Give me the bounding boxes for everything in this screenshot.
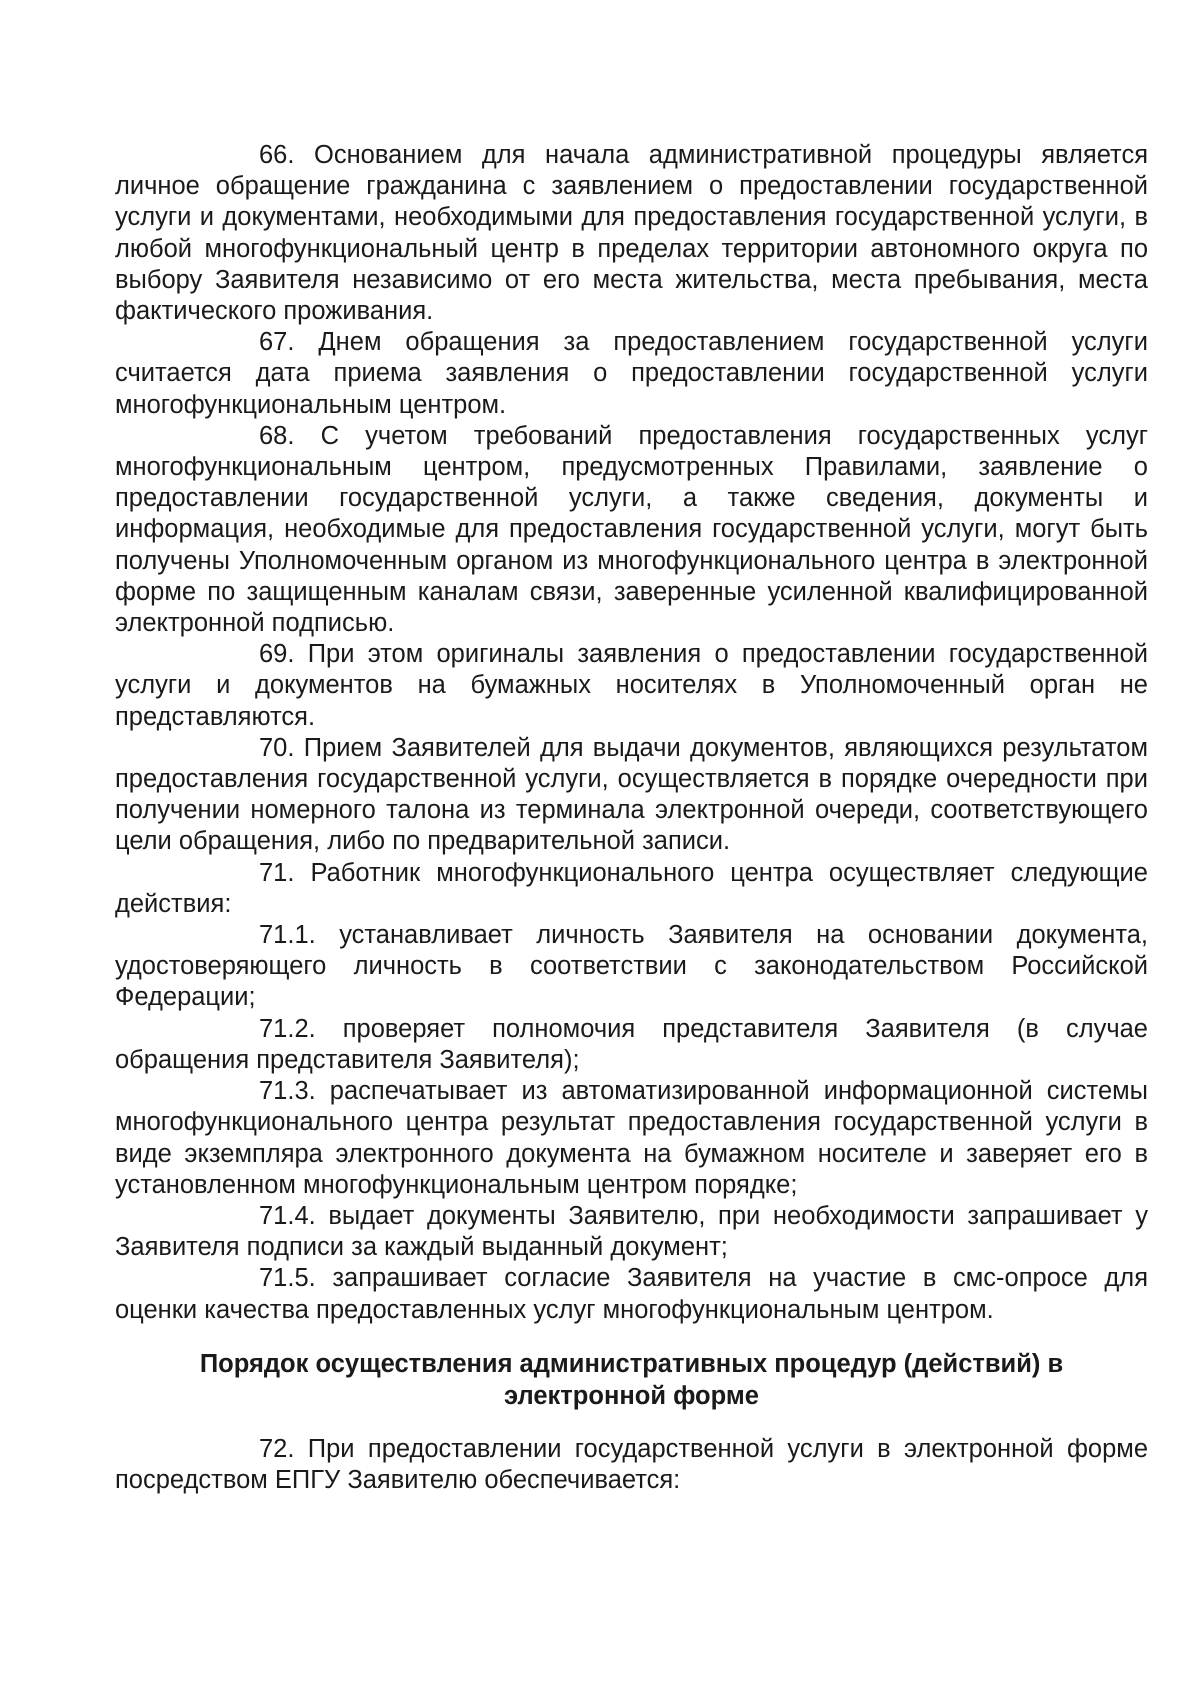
paragraph-71 (115, 858, 1148, 920)
paragraph-72 (115, 1434, 1148, 1496)
section-heading-line-2: электронной форме (504, 1381, 759, 1410)
paragraph-number: 71.4. (259, 1201, 316, 1230)
paragraph-66 (115, 140, 1148, 327)
paragraph-text: Днем обращения за предоставлением государственной услуги считается дата приема заявления о предоставлении государственной услуги многофункциональным центром. (115, 328, 1148, 419)
paragraph-71-1 (115, 920, 1148, 1014)
paragraph-67 (115, 327, 1148, 421)
paragraph-number: 71.1. (259, 921, 316, 950)
paragraph-text: Работник многофункционального центра осуществляет следующие действия: (115, 858, 1148, 918)
paragraph-number: 66. (259, 141, 295, 169)
paragraph-number: 71.2. (259, 1014, 316, 1043)
paragraph-number: 67. (259, 328, 295, 357)
paragraph-text: запрашивает согласие Заявителя на участие в смс-опросе для оценки качества предоставленных услуг многофункциональным центром. (115, 1264, 1148, 1324)
paragraph-71-2 (115, 1014, 1148, 1076)
paragraph-number: 71.5. (259, 1264, 316, 1293)
paragraph-70 (115, 733, 1148, 858)
paragraph-text: С учетом требований предоставления государственных услуг многофункциональным центром, предусмотренных Правилами, заявление о предоставлении государственной услуги, а также сведения, документы и информация, необходимые для предоставления государственной услуги, могут быть получены Уполномоченным органом из многофункционального центра в электронной форме по защищенным каналам связи, заверенные усиленной квалифицированной электронной подписью. (115, 421, 1148, 638)
paragraph-number: 71. (259, 858, 295, 887)
paragraph-number: 69. (259, 640, 295, 669)
paragraph-text: Основанием для начала административной процедуры является личное обращение гражданина с заявлением о предоставлении государственной услуги и документами, необходимыми для предоставления государственной услуги, в любой многофункциональный центр в пределах территории автономного округа по выбору Заявителя независимо от его места жительства, места пребывания, места фактического проживания. (115, 141, 1148, 326)
paragraph-number: 71.3. (259, 1077, 316, 1106)
paragraph-text: выдает документы Заявителю, при необходимости запрашивает у Заявителя подписи за каждый выданный документ; (115, 1201, 1148, 1262)
section-heading (155, 1348, 1108, 1412)
paragraph-69 (115, 639, 1148, 733)
paragraph-number: 70. (259, 733, 295, 762)
section-heading-line-1: Порядок осуществления административных процедур (действий) в (199, 1349, 1064, 1378)
paragraph-text: Прием Заявителей для выдачи документов, являющихся результатом предоставления государственной услуги, осуществляется в порядке очередности при получении номерного талона из терминала электронной очереди, соответствующего цели обращения, либо по предварительной записи. (115, 733, 1148, 856)
paragraph-71-3 (115, 1076, 1148, 1201)
paragraph-71-4 (115, 1201, 1148, 1263)
paragraph-text: устанавливает личность Заявителя на основании документа, удостоверяющего личность в соответствии с законодательством Российской Федерации; (115, 921, 1148, 1012)
paragraph-71-5 (115, 1263, 1148, 1325)
paragraph-number: 68. (259, 421, 295, 450)
paragraph-number: 72. (259, 1434, 295, 1463)
document-page (115, 140, 1148, 1496)
paragraph-text: При этом оригиналы заявления о предоставлении государственной услуги и документов на бумажных носителях в Уполномоченный орган не представляются. (115, 640, 1148, 731)
paragraph-text: При предоставлении государственной услуги в электронной форме посредством ЕПГУ Заявителю обеспечивается: (115, 1434, 1148, 1494)
paragraph-text: проверяет полномочия представителя Заявителя (в случае обращения представителя Заявителя); (115, 1014, 1148, 1074)
paragraph-text: распечатывает из автоматизированной информационной системы многофункционального центра результат предоставления государственной услуги в виде экземпляра электронного документа на бумажном носителе и заверяет его в установленном многофункциональным центром порядке; (115, 1077, 1148, 1199)
paragraph-68 (115, 421, 1148, 639)
